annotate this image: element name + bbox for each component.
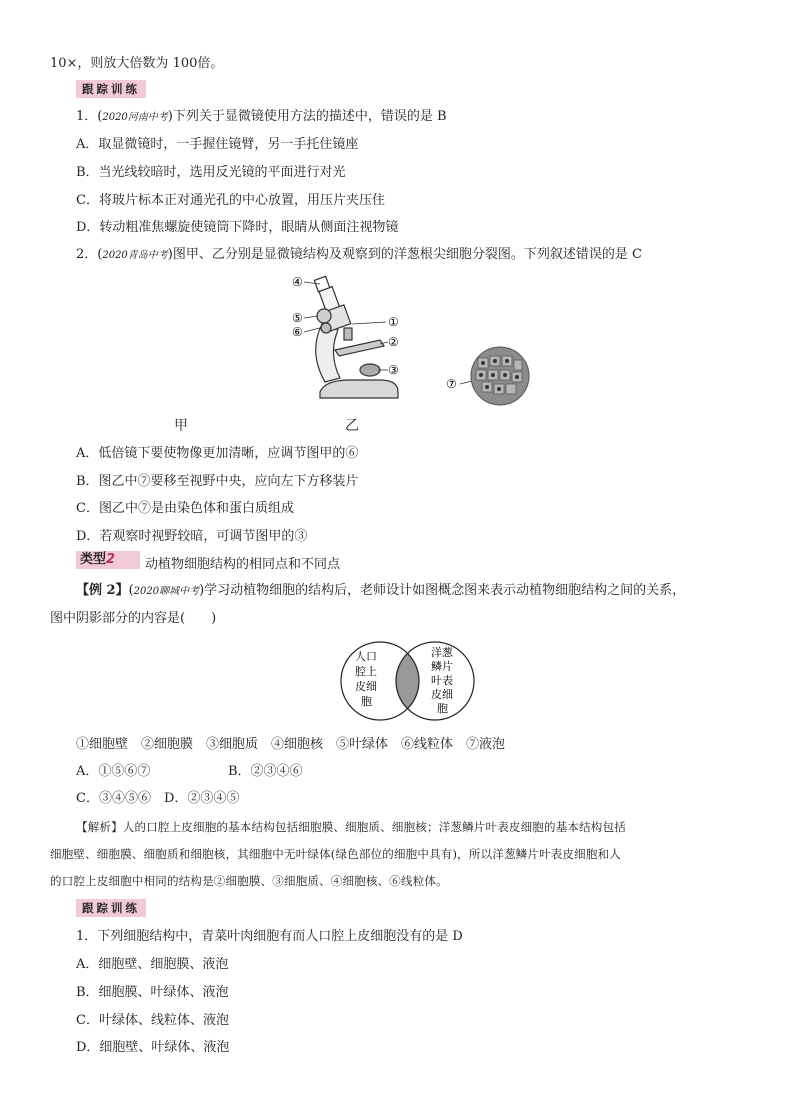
venn-left-label-1: 人口: [355, 650, 377, 663]
question-1-option-d: D．转动粗准焦螺旋使镜筒下降时，眼睛从侧面注视物镜: [76, 220, 399, 235]
question-source: 2020河南中考: [102, 112, 168, 123]
example-paren-open: (: [128, 583, 134, 598]
type-title: 动植物细胞结构的相同点和不同点: [145, 557, 341, 572]
example-2-option-a: A．①⑤⑥⑦: [76, 764, 151, 779]
microscope-figure: [280, 272, 540, 442]
type-badge-label: 类型: [80, 552, 107, 567]
question-3-option-a: A．细胞壁、细胞膜、液泡: [76, 957, 229, 972]
figure-caption-a: 甲: [174, 418, 188, 434]
analysis-line-1: 【解析】人的口腔上皮细胞的基本结构包括细胞膜、细胞质、细胞核；洋葱鳞片叶表皮细胞的基本结构包括: [76, 820, 626, 834]
venn-left-label-4: 胞: [361, 695, 372, 708]
question-source: 2020青岛中考: [102, 250, 168, 261]
question-1-option-b: B．当光线较暗时，选用反光镜的平面进行对光: [76, 165, 346, 180]
question-number: 2．(: [76, 247, 103, 262]
marker-2: ②: [388, 335, 399, 349]
venn-right-label-1: 洋葱: [431, 646, 453, 659]
marker-6: ⑥: [292, 325, 303, 339]
question-2-stem: [76, 246, 642, 265]
venn-left-label-2: 腔上: [355, 665, 377, 678]
figure-caption-b: 乙: [345, 418, 359, 434]
marker-3: ③: [388, 363, 399, 377]
example-2-items: ①细胞壁 ②细胞膜 ③细胞质 ④细胞核 ⑤叶绿体 ⑥线粒体 ⑦液泡: [76, 737, 506, 752]
marker-5: ⑤: [292, 311, 303, 325]
marker-1: ①: [388, 315, 399, 329]
venn-right-label-3: 叶表: [431, 674, 453, 687]
example-2-option-b: B．②③④⑥: [228, 764, 303, 779]
venn-right-label-4: 皮细: [431, 688, 453, 701]
analysis-line-3: 的口腔上皮细胞中相同的结构是②细胞膜、③细胞质、④细胞核、⑥线粒体。: [50, 874, 448, 888]
question-2-option-c: C．图乙中⑦是由染色体和蛋白质组成: [76, 501, 294, 516]
question-2-option-d: D．若观察时视野较暗，可调节图甲的③: [76, 529, 308, 544]
intro-line: 10×，则放大倍数为 100倍。: [50, 56, 224, 71]
marker-7: ⑦: [446, 377, 457, 391]
example-source: 2020聊城中考: [133, 586, 200, 597]
microscope-illustration: [314, 276, 398, 398]
venn-diagram: [335, 640, 480, 722]
venn-right-label-2: 鳞片: [431, 660, 453, 673]
marker-4: ④: [292, 275, 303, 289]
practice-tag: 跟踪训练: [76, 80, 146, 98]
example-2-stem-line-2: 图中阴影部分的内容是( ): [50, 611, 217, 626]
question-3-stem: 1．下列细胞结构中，青菜叶肉细胞有而人口腔上皮细胞没有的是 D: [76, 929, 463, 944]
analysis-line-2: 细胞壁、细胞膜、细胞质和细胞核，其细胞中无叶绿体(绿色部位的细胞中具有)，所以洋葱鳞片叶表皮细胞和人: [50, 847, 621, 861]
question-3-option-b: B．细胞膜、叶绿体、液泡: [76, 985, 229, 1000]
question-text: )下列关于显微镜使用方法的描述中，错误的是 B: [167, 109, 447, 124]
question-2-option-b: B．图乙中⑦要移至视野中央，应向左下方移装片: [76, 474, 359, 489]
question-3-option-c: C．叶绿体、线粒体、液泡: [76, 1013, 229, 1028]
question-3-option-d: D．细胞壁、叶绿体、液泡: [76, 1040, 230, 1055]
venn-right-label-5: 胞: [437, 702, 448, 715]
practice-tag: 跟踪训练: [76, 899, 146, 917]
question-1-stem: [76, 108, 447, 127]
question-text: )图甲、乙分别是显微镜结构及观察到的洋葱根尖细胞分裂图。下列叙述错误的是 C: [167, 247, 642, 262]
question-number: 1．(: [76, 109, 103, 124]
type-badge-number: 2: [106, 552, 116, 567]
venn-left-label-3: 皮细: [355, 680, 377, 693]
example-label: 【例 2】: [76, 583, 129, 598]
example-2-stem: [76, 582, 685, 601]
question-2-option-a: A．低倍镜下要使物像更加清晰，应调节图甲的⑥: [76, 446, 359, 461]
type-badge: [76, 551, 140, 569]
question-1-option-a: A．取显微镜时，一手握住镜臂，另一手托住镜座: [76, 137, 359, 152]
example-text: )学习动植物细胞的结构后，老师设计如图概念图来表示动植物细胞结构之间的关系，: [199, 583, 686, 598]
example-2-option-cd: C．③④⑤⑥ D．②③④⑤: [76, 791, 240, 806]
question-1-option-c: C．将玻片标本正对通光孔的中心放置，用压片夹压住: [76, 193, 385, 208]
cell-view-illustration: [471, 347, 529, 405]
